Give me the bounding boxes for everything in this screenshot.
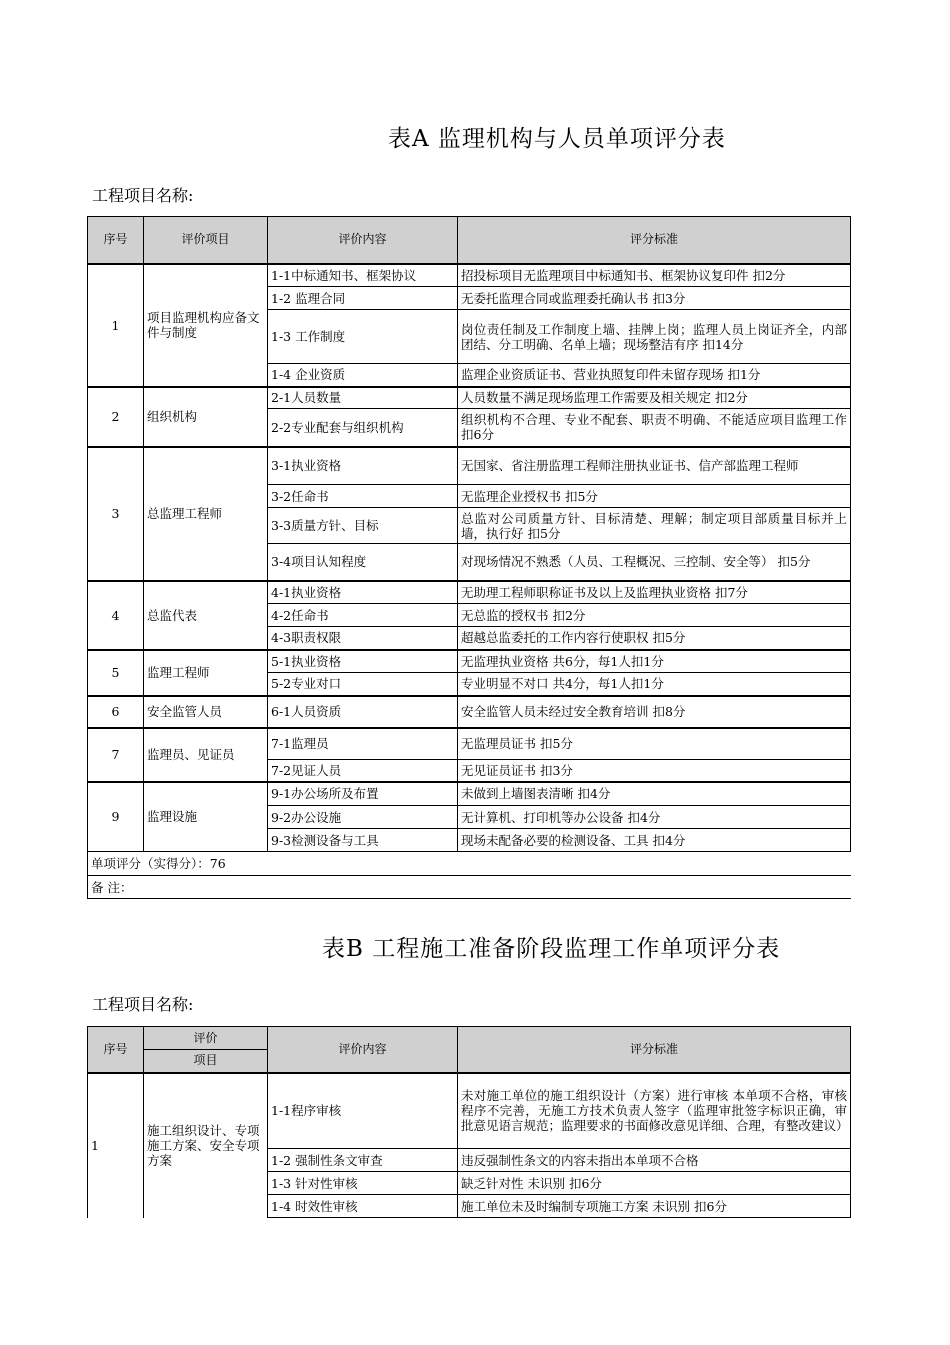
table-a-header	[88, 217, 851, 264]
row-content: 7-2见证人员	[268, 760, 458, 782]
row-standard: 无计算机、打印机等办公设备 扣4分	[458, 806, 851, 829]
header-standard: 评分标准	[458, 1027, 851, 1073]
table-a-title: 表A 监理机构与人员单项评分表	[388, 126, 726, 152]
row-content: 3-1执业资格	[268, 447, 458, 485]
row-standard: 无总监的授权书 扣2分	[458, 604, 851, 627]
group-item: 总监理工程师	[144, 447, 268, 581]
group-no: 6	[88, 696, 144, 728]
row-content: 1-3 针对性审核	[268, 1172, 458, 1195]
row-content: 1-1程序审核	[268, 1073, 458, 1149]
table-row	[88, 387, 851, 409]
row-content: 4-1执业资格	[268, 581, 458, 604]
row-standard: 现场未配备必要的检测设备、工具 扣4分	[458, 829, 851, 852]
table-row	[88, 581, 851, 604]
row-content: 2-2专业配套与组织机构	[268, 409, 458, 447]
row-content: 3-3质量方针、目标	[268, 508, 458, 544]
row-standard: 无监理执业资格 共6分，每1人扣1分	[458, 650, 851, 673]
table-b-title: 表B 工程施工准备阶段监理工作单项评分表	[322, 936, 781, 962]
row-standard: 岗位责任制及工作制度上墙、挂牌上岗；监理人员上岗证齐全，内部团结、分工明确、名单上墙；现场整洁有序 扣14分	[458, 310, 851, 364]
row-content: 5-1执业资格	[268, 650, 458, 673]
header-standard: 评分标准	[458, 217, 851, 264]
row-content: 9-1办公场所及布置	[268, 782, 458, 806]
row-content: 1-2 监理合同	[268, 287, 458, 310]
row-content: 3-2任命书	[268, 485, 458, 508]
row-content: 9-2办公设施	[268, 806, 458, 829]
group-item: 施工组织设计、专项施工方案、安全专项方案	[144, 1073, 268, 1218]
header-item: 评价项目	[144, 217, 268, 264]
table-b	[87, 1026, 851, 1218]
header-item-top: 评价	[144, 1027, 268, 1050]
group-no: 3	[88, 447, 144, 581]
row-content: 1-4 企业资质	[268, 364, 458, 387]
table-row	[88, 650, 851, 673]
group-item: 项目监理机构应备文件与制度	[144, 264, 268, 387]
row-content: 4-2任命书	[268, 604, 458, 627]
row-standard: 超越总监委托的工作内容行使职权 扣5分	[458, 627, 851, 650]
group-item: 监理工程师	[144, 650, 268, 696]
row-standard: 施工单位未及时编制专项施工方案 未识别 扣6分	[458, 1195, 851, 1218]
row-standard: 总监对公司质量方针、目标清楚、理解；制定项目部质量目标并上墙，执行好 扣5分	[458, 508, 851, 544]
table-row	[88, 696, 851, 728]
row-standard: 人员数量不满足现场监理工作需要及相关规定 扣2分	[458, 387, 851, 409]
group-item: 安全监管人员	[144, 696, 268, 728]
row-standard: 无委托监理合同或监理委托确认书 扣3分	[458, 287, 851, 310]
table-a	[87, 216, 851, 899]
row-content: 6-1人员资质	[268, 696, 458, 728]
group-item: 监理员、见证员	[144, 728, 268, 782]
row-content: 3-4项目认知程度	[268, 544, 458, 581]
group-no: 1	[88, 264, 144, 387]
row-content: 1-3 工作制度	[268, 310, 458, 364]
table-row	[88, 782, 851, 806]
group-no: 7	[88, 728, 144, 782]
group-no: 5	[88, 650, 144, 696]
row-content: 4-3职责权限	[268, 627, 458, 650]
row-standard: 未对施工单位的施工组织设计（方案）进行审核 本单项不合格，审核程序不完善，无施工方技术负责人签字（监理审批签字标识正确，审批意见语言规范；监理要求的书面修改意见详细、合理，有整改建议）	[458, 1073, 851, 1149]
row-standard: 未做到上墙图表清晰 扣4分	[458, 782, 851, 806]
row-standard: 专业明显不对口 共4分，每1人扣1分	[458, 673, 851, 696]
note-row	[88, 876, 851, 899]
row-content: 1-2 强制性条文审查	[268, 1149, 458, 1172]
score-text: 单项评分（实得分）：76	[88, 852, 851, 876]
row-standard: 违反强制性条文的内容未指出本单项不合格	[458, 1149, 851, 1172]
row-standard: 无见证员证书 扣3分	[458, 760, 851, 782]
row-standard: 监理企业资质证书、营业执照复印件未留存现场 扣1分	[458, 364, 851, 387]
note-text: 备 注：	[88, 876, 851, 899]
group-item: 总监代表	[144, 581, 268, 650]
row-standard: 无监理企业授权书 扣5分	[458, 485, 851, 508]
table-row	[88, 1073, 851, 1149]
table-row	[88, 447, 851, 485]
row-standard: 安全监管人员未经过安全教育培训 扣8分	[458, 696, 851, 728]
table-b-header	[88, 1027, 851, 1050]
header-content: 评价内容	[268, 1027, 458, 1073]
group-no: 1	[88, 1073, 144, 1218]
header-item-bottom: 项目	[144, 1050, 268, 1073]
group-item: 组织机构	[144, 387, 268, 447]
group-no: 9	[88, 782, 144, 852]
group-item: 监理设施	[144, 782, 268, 852]
group-no: 4	[88, 581, 144, 650]
table-row	[88, 264, 851, 287]
header-no: 序号	[88, 1027, 144, 1073]
row-standard: 无监理员证书 扣5分	[458, 728, 851, 760]
row-content: 1-1中标通知书、框架协议	[268, 264, 458, 287]
header-content: 评价内容	[268, 217, 458, 264]
row-standard: 无助理工程师职称证书及以上及监理执业资格 扣7分	[458, 581, 851, 604]
row-standard: 无国家、省注册监理工程师注册执业证书、信产部监理工程师	[458, 447, 851, 485]
row-standard: 对现场情况不熟悉（人员、工程概况、三控制、安全等） 扣5分	[458, 544, 851, 581]
table-a-project-label: 工程项目名称:	[92, 186, 194, 205]
row-content: 7-1监理员	[268, 728, 458, 760]
row-standard: 招投标项目无监理项目中标通知书、框架协议复印件 扣2分	[458, 264, 851, 287]
row-content: 5-2专业对口	[268, 673, 458, 696]
group-no: 2	[88, 387, 144, 447]
row-content: 9-3检测设备与工具	[268, 829, 458, 852]
row-standard: 缺乏针对性 未识别 扣6分	[458, 1172, 851, 1195]
row-content: 2-1人员数量	[268, 387, 458, 409]
row-standard: 组织机构不合理、专业不配套、职责不明确、不能适应项目监理工作 扣6分	[458, 409, 851, 447]
table-row	[88, 728, 851, 760]
table-b-project-label: 工程项目名称:	[92, 995, 194, 1014]
score-row	[88, 852, 851, 876]
header-no: 序号	[88, 217, 144, 264]
row-content: 1-4 时效性审核	[268, 1195, 458, 1218]
